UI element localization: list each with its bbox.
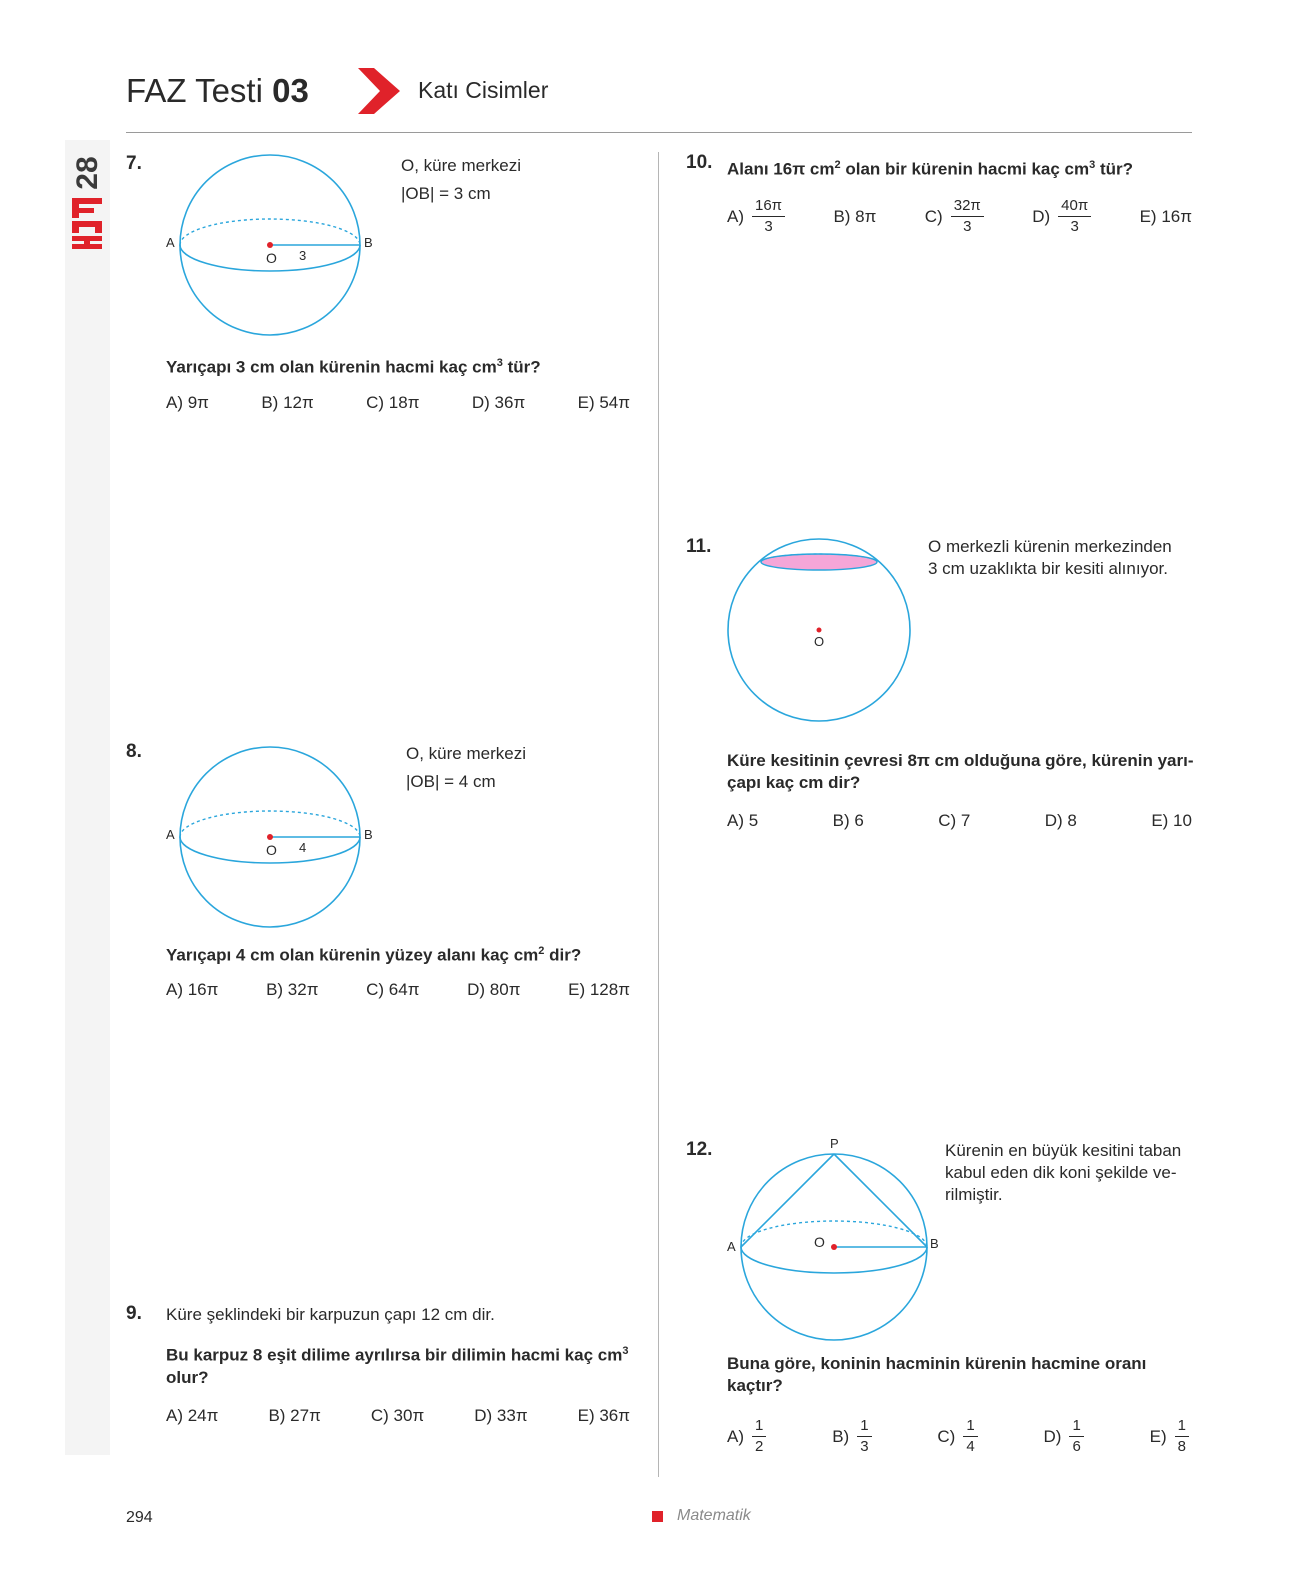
q12-d-fraction [1069,1418,1083,1455]
question-10-option-b[interactable]: B) 8π [833,206,877,226]
q10-d-label: D) [1032,206,1051,226]
q8-label-a: A [166,827,175,842]
question-11-info-1: O merkezli kürenin merkezinden [928,537,1172,556]
q12-d-label: D) [1043,1426,1062,1446]
question-11-number: 11. [686,536,712,557]
question-8-info-2: |OB| = 4 cm [406,772,496,791]
q12-a-label: A) [727,1426,744,1446]
q10-d-den: 3 [1070,218,1079,235]
q12-label-a: A [727,1239,736,1254]
q10-d-num: 40π [1058,198,1091,217]
question-10-number: 10. [686,152,713,173]
subject-square-icon [652,1511,663,1522]
side-band [65,140,110,1455]
question-8-number: 8. [126,741,142,762]
question-12-cone-sphere-figure [722,1130,942,1350]
question-11-options [727,811,1192,831]
q12-label-p: P [830,1136,839,1151]
question-8-sphere-figure [160,742,380,932]
q8-label-radius: 4 [299,840,307,855]
question-9-option-a[interactable]: A) 24π [166,1406,219,1425]
faz-logo [70,196,104,250]
question-12-number: 12. [686,1139,713,1160]
question-12-stem-line-2: kaçtır? [727,1376,783,1395]
question-8-stem-sup: 2 [538,945,545,957]
question-10-option-a[interactable] [727,198,785,235]
question-12-options [727,1418,1189,1455]
q12-b-num: 1 [857,1418,871,1437]
question-11-option-a[interactable]: A) 5 [727,811,759,830]
question-9-option-b[interactable]: B) 27π [268,1406,321,1425]
q12-label-o: O [814,1234,825,1250]
q7-label-a: A [166,235,175,250]
q10-c-label: C) [924,206,943,226]
question-8-option-d[interactable]: D) 80π [467,980,521,999]
q7-label-o: O [266,250,277,266]
question-10-stem [727,154,1133,181]
test-number: 03 [272,72,309,109]
question-8-stem-text: Yarıçapı 4 cm olan kürenin yüzey alanı kaç cm [166,945,539,965]
topic-title: Katı Cisimler [418,77,549,103]
question-7-option-d[interactable]: D) 36π [471,393,526,412]
q10-c-num: 32π [951,198,984,217]
question-10-stem-sup-1: 2 [834,159,841,171]
q10-a-num: 16π [752,198,785,217]
q12-a-fraction [752,1418,766,1455]
column-divider [658,152,659,1477]
q10-c-den: 3 [963,218,972,235]
question-8-stem-end: dir? [544,945,582,965]
question-9-text: Küre şeklindeki bir karpuzun çapı 12 cm dir. [166,1305,495,1324]
question-11-stem-line-2: çapı kaç cm dir? [727,773,861,792]
question-11-info-2: 3 cm uzaklıkta bir kesiti alınıyor. [928,559,1168,578]
question-9-stem-text: Bu karpuz 8 eşit dilime ayrılırsa bir dilimin hacmi kaç cm [166,1345,623,1365]
q12-e-fraction [1175,1418,1189,1455]
q7-label-radius: 3 [299,248,307,263]
test-title-prefix: FAZ Testi [126,72,263,109]
question-12-info-2: kabul eden dik koni şekilde ve- [945,1163,1177,1182]
q10-a-fraction [752,198,785,235]
q8-label-o: O [266,842,277,858]
question-7-number: 7. [126,153,142,174]
question-10-stem-part-3: tür? [1095,159,1134,179]
question-10-option-d[interactable] [1032,198,1091,235]
question-10-options [727,198,1192,235]
q12-b-den: 3 [860,1438,869,1455]
q10-d-fraction [1058,198,1091,235]
question-9-stem [166,1340,646,1389]
q12-b-label: B) [832,1426,850,1446]
question-9-stem-sup: 3 [622,1345,629,1357]
q12-b-fraction [857,1418,871,1455]
question-10-stem-part-1: Alanı 16π cm [727,159,835,179]
q12-a-den: 2 [755,1438,764,1455]
question-7-info-1: O, küre merkezi [401,156,521,175]
q12-c-fraction [963,1418,977,1455]
q8-label-b: B [364,827,373,842]
question-8-option-c[interactable]: C) 64π [366,980,420,999]
question-12-option-d[interactable] [1044,1418,1084,1455]
question-7-stem-text: Yarıçapı 3 cm olan kürenin hacmi kaç cm [166,357,497,377]
q12-c-num: 1 [963,1418,977,1437]
q10-a-label: A) [727,206,744,226]
question-11-sphere-figure [722,535,918,725]
question-7-options [166,393,630,413]
question-9-option-c[interactable]: C) 30π [370,1406,425,1425]
question-11-option-b[interactable]: B) 6 [832,811,864,830]
question-8-options [166,980,630,1000]
question-7-sphere-figure [160,150,380,340]
question-10-stem-part-2: olan bir kürenin hacmi kaç cm [840,159,1090,179]
question-9-number: 9. [126,1303,142,1324]
question-12-option-a[interactable] [727,1418,766,1455]
q11-label-o: O [814,634,825,649]
q12-e-den: 8 [1177,1438,1186,1455]
question-10-stem-sup-2: 3 [1089,159,1096,171]
question-10-option-c[interactable] [925,198,984,235]
question-9-options [166,1406,630,1426]
question-12-option-e[interactable] [1150,1418,1189,1455]
test-title [126,72,309,110]
question-8-stem [166,940,581,967]
question-7-stem-sup: 3 [496,357,503,369]
q12-c-label: C) [937,1426,956,1446]
question-7-info-2: |OB| = 3 cm [401,184,491,203]
chevron-right-icon [358,68,400,114]
question-11-stem-line-1: Küre kesitinin çevresi 8π cm olduğuna göre, kürenin yarı- [727,751,1194,770]
q12-d-den: 6 [1072,1438,1081,1455]
question-12-info-3: rilmiştir. [945,1185,1003,1204]
question-7-option-b[interactable]: B) 12π [261,393,314,412]
q12-e-label: E) [1149,1426,1167,1446]
question-7-option-c[interactable]: C) 18π [366,393,420,412]
q12-d-num: 1 [1069,1418,1083,1437]
question-11-option-d[interactable]: D) 8 [1044,811,1077,830]
question-8-info-1: O, küre merkezi [406,744,526,763]
side-page-number: 28 [71,156,104,190]
subject-name: Matematik [677,1507,751,1524]
q12-e-num: 1 [1175,1418,1189,1437]
question-12-info-1: Kürenin en büyük kesitini taban [945,1141,1182,1160]
q12-a-num: 1 [752,1418,766,1437]
page-number: 294 [126,1509,153,1526]
question-12-stem-line-1: Buna göre, koninin hacminin kürenin hacmine oranı [727,1354,1147,1373]
header-divider [126,132,1192,133]
question-8-option-a[interactable]: A) 16π [166,980,219,999]
q7-label-b: B [364,235,373,250]
q10-c-fraction [951,198,984,235]
question-12-option-c[interactable] [937,1418,977,1455]
q12-label-b: B [930,1236,939,1251]
question-10-option-e[interactable]: E) 16π [1139,206,1192,226]
question-9-option-e[interactable]: E) 36π [577,1406,630,1425]
question-7-option-e[interactable]: E) 54π [577,393,630,412]
question-7-option-a[interactable]: A) 9π [166,393,209,412]
question-8-option-b[interactable]: B) 32π [266,980,319,999]
question-11-option-e[interactable]: E) 10 [1151,811,1192,830]
question-7-stem-end: tür? [502,357,541,377]
question-11-option-c[interactable]: C) 7 [938,811,971,830]
question-9-stem-end: olur? [166,1367,209,1387]
q12-c-den: 4 [966,1438,975,1455]
question-8-option-e[interactable]: E) 128π [568,980,630,999]
question-12-option-b[interactable] [832,1418,871,1455]
question-9-option-d[interactable]: D) 33π [474,1406,528,1425]
q10-a-den: 3 [764,218,773,235]
question-7-stem [166,352,541,379]
